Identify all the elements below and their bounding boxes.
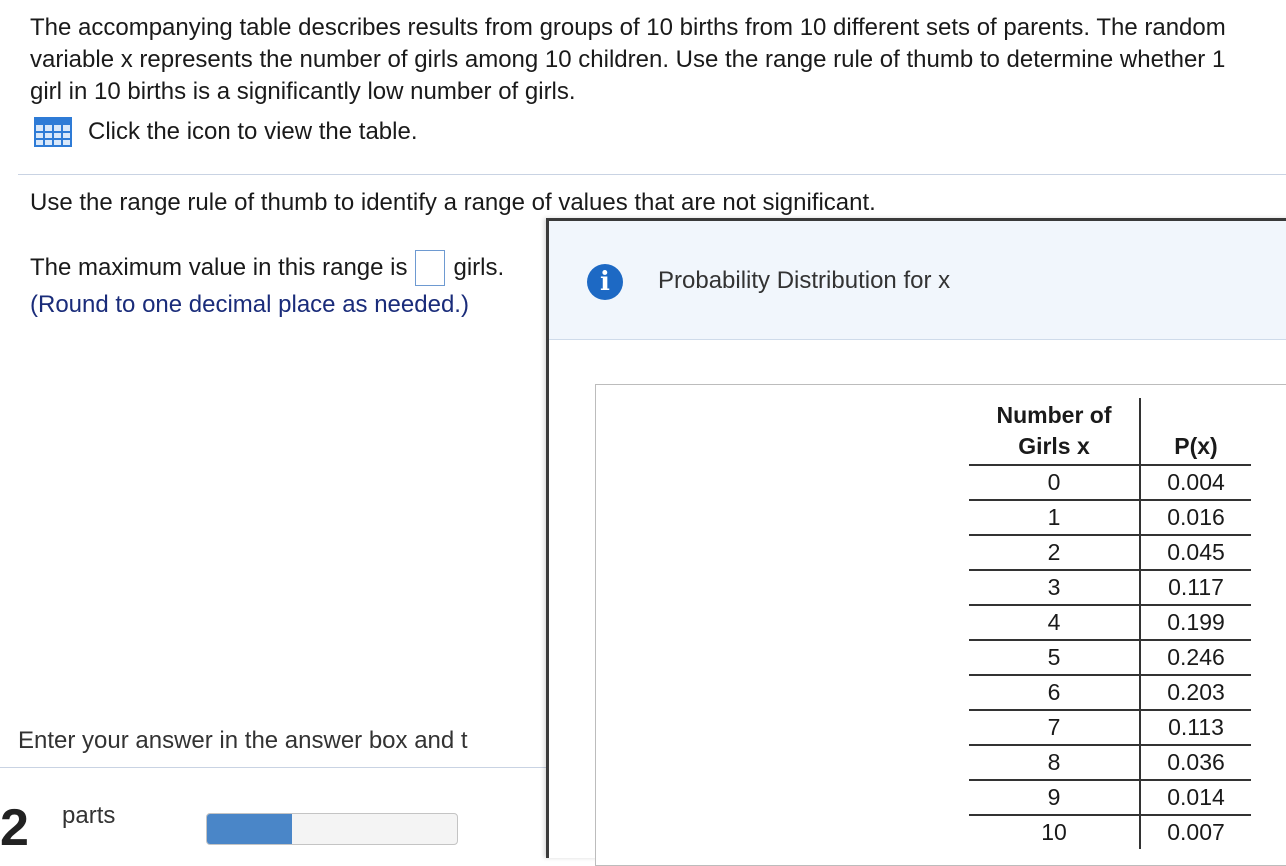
table-row: [969, 815, 1251, 849]
parts-count: 2: [0, 799, 29, 857]
cell-probability: 0.113: [1140, 710, 1251, 745]
cell-probability: 0.014: [1140, 780, 1251, 815]
progress-fill: [207, 814, 292, 844]
cell-girls-x: 5: [969, 640, 1140, 675]
cell-probability: 0.004: [1140, 465, 1251, 500]
distribution-table-body: [969, 465, 1251, 849]
column-header-probability: P(x): [1140, 398, 1251, 465]
cell-probability: 0.036: [1140, 745, 1251, 780]
table-row: [969, 710, 1251, 745]
popup-header: [549, 221, 1286, 340]
info-icon: i: [587, 264, 623, 300]
round-note: (Round to one decimal place as needed.): [30, 291, 469, 318]
cell-girls-x: 9: [969, 780, 1140, 815]
cell-probability: 0.016: [1140, 500, 1251, 535]
parts-progress-bar: [206, 813, 458, 845]
table-grid-icon[interactable]: [34, 116, 72, 148]
cell-girls-x: 7: [969, 710, 1140, 745]
probability-distribution-popup: [546, 218, 1286, 858]
table-row: [969, 640, 1251, 675]
view-table-link[interactable]: [34, 116, 418, 148]
parts-label: parts: [62, 802, 116, 829]
table-row: [969, 465, 1251, 500]
table-row: [969, 605, 1251, 640]
table-frame: [595, 384, 1286, 866]
table-row: [969, 675, 1251, 710]
view-table-label[interactable]: Click the icon to view the table.: [88, 118, 418, 145]
table-row: [969, 535, 1251, 570]
cell-probability: 0.203: [1140, 675, 1251, 710]
cell-girls-x: 6: [969, 675, 1140, 710]
question-text: The accompanying table describes results from groups of 10 births from 10 different sets of parents. The random variable x represents the number of girls among 10 children. Use the range rule of thumb to determine whether 1 girl in 10 births is a significantly low number of girls.: [30, 14, 1226, 105]
cell-probability: 0.246: [1140, 640, 1251, 675]
cell-probability: 0.045: [1140, 535, 1251, 570]
cell-girls-x: 10: [969, 815, 1140, 849]
column-header-girls-line2: Girls x: [1018, 433, 1090, 459]
footer-divider: [0, 767, 560, 768]
cell-girls-x: 8: [969, 745, 1140, 780]
cell-girls-x: 3: [969, 570, 1140, 605]
max-value-input[interactable]: [415, 250, 445, 286]
answer-line: [30, 250, 504, 286]
column-header-girls: [969, 398, 1140, 465]
table-row: [969, 780, 1251, 815]
cell-girls-x: 2: [969, 535, 1140, 570]
popup-title: Probability Distribution for x: [658, 267, 951, 294]
instruction-text: Use the range rule of thumb to identify a range of values that are not significant.: [30, 189, 876, 216]
table-row: [969, 745, 1251, 780]
column-header-girls-line1: Number of: [996, 402, 1112, 428]
cell-probability: 0.007: [1140, 815, 1251, 849]
cell-girls-x: 1: [969, 500, 1140, 535]
answer-suffix: girls.: [453, 254, 505, 281]
cell-girls-x: 0: [969, 465, 1140, 500]
table-row: [969, 500, 1251, 535]
table-row: [969, 570, 1251, 605]
section-divider: [18, 174, 1286, 175]
cell-girls-x: 4: [969, 605, 1140, 640]
cell-probability: 0.117: [1140, 570, 1251, 605]
distribution-table: [969, 398, 1251, 849]
answer-prefix: The maximum value in this range is: [30, 254, 408, 281]
enter-answer-note: Enter your answer in the answer box and t: [18, 727, 468, 754]
cell-probability: 0.199: [1140, 605, 1251, 640]
